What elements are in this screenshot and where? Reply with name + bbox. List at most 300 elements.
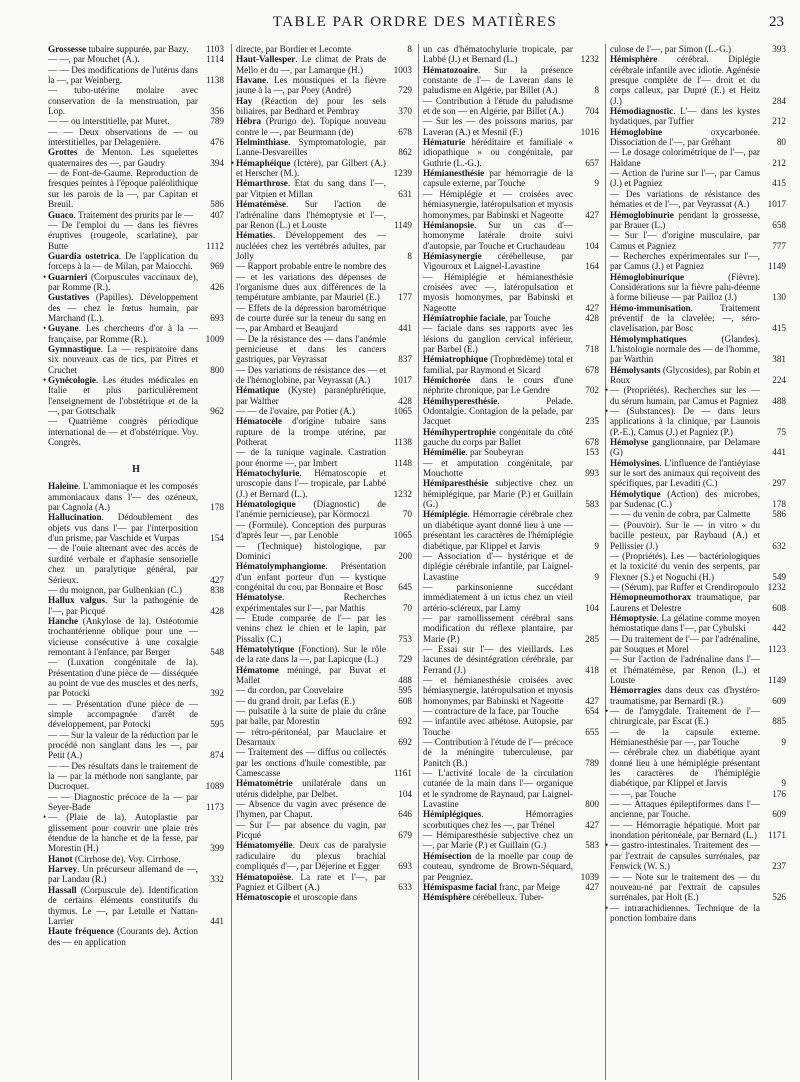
entry-page-number: 428 xyxy=(585,312,599,323)
index-entry xyxy=(236,892,412,902)
index-entry xyxy=(423,189,599,220)
index-entry xyxy=(610,654,786,685)
entry-text: méningé, par Buvat et Mallet xyxy=(236,664,386,685)
entry-text: , par Touche xyxy=(505,312,551,323)
index-entry xyxy=(423,851,599,882)
entry-text: . Les chercheurs d'or à la — française, par Romme (R.). xyxy=(48,323,198,344)
entry-heading: Hémaphéique xyxy=(236,157,291,168)
entry-text: — Hémiplégie et hémianesthésie croisées avec —, latéropulsation et myosis homonymes, par Babinski et Nageotte xyxy=(423,271,573,313)
entry-text: — — Diagnostic précoce de la — par Seyer-Bade xyxy=(48,791,198,813)
index-entry xyxy=(236,665,412,686)
entry-page-number: 427 xyxy=(585,881,599,892)
entry-page-number: 962 xyxy=(210,406,224,417)
entry-text: . Traitement des prurits par le — xyxy=(73,209,194,220)
entry-page-number: 1232 xyxy=(767,581,786,592)
index-entry xyxy=(610,334,786,365)
index-entry xyxy=(423,137,599,168)
entry-page-number: 631 xyxy=(398,188,412,199)
bullet-mark: • xyxy=(231,157,235,168)
index-entry xyxy=(423,716,599,737)
entry-text: — De la résistance des — dans l'anémie pernicieuse et dans les cancers gastriques, par Veyrassat xyxy=(236,333,386,365)
entry-heading: Hémodiagnostic xyxy=(610,106,674,117)
entry-page-number: 488 xyxy=(398,674,412,685)
entry-page-number: 1017 xyxy=(767,199,786,210)
entry-text: (Corpuscules vaccinaux de), par Romme (R.). xyxy=(48,271,198,292)
index-columns xyxy=(44,44,792,1080)
entry-text: — pulsatile à la suite de plaie du crâne par balle, par Morestin xyxy=(236,706,386,727)
index-entry xyxy=(236,468,412,499)
index-entry xyxy=(48,147,224,168)
entry-page-number: 1003 xyxy=(393,64,412,75)
entry-page-number: 381 xyxy=(772,354,786,365)
entry-text: tubaire suppurée, par Bazy. xyxy=(86,44,189,54)
entry-page-number: 285 xyxy=(585,633,599,644)
entry-page-number: 586 xyxy=(772,509,786,520)
entry-text: — Absence du vagin avec présence de l'hymen, par Chaput. xyxy=(236,799,386,820)
index-entry xyxy=(610,303,786,334)
entry-page-number: 1065 xyxy=(393,530,412,541)
index-entry xyxy=(610,789,786,799)
index-entry xyxy=(423,272,599,313)
entry-text: . Les études médicales en Italie et plus particulièrement l'enseignement de l'obstétrique et de la —, par Gottschalk xyxy=(48,375,198,417)
entry-page-number: 1114 xyxy=(206,54,224,65)
entry-text: — de l'amygdale. Traitement de l'— chirurgicale, par Escat (E.) xyxy=(610,706,760,727)
entry-page-number: 75 xyxy=(776,426,786,437)
entry-page-number: 284 xyxy=(772,95,786,106)
index-entry xyxy=(236,644,412,665)
index-entry xyxy=(605,706,786,727)
index-entry xyxy=(48,926,224,947)
entry-text: — du moignon, par Gulbenkian (C.) xyxy=(48,584,182,595)
entry-heading: Helminthiase xyxy=(236,137,289,148)
entry-text: — Contribution à l'étude de l'— précoce de la méningite tuberculeuse, par Panitch (B.) xyxy=(423,737,573,768)
entry-text: . Symptomatologie, par Lanne-Desvareilles xyxy=(236,137,386,158)
index-entry xyxy=(236,520,412,541)
index-entry xyxy=(610,44,786,54)
entry-page-number: 1161 xyxy=(393,768,412,779)
entry-page-number: 1009 xyxy=(205,333,224,344)
entry-heading: Hématémèse xyxy=(236,199,286,210)
entry-page-number: 427 xyxy=(585,209,599,220)
entry-text: . Pelade. Odontalgie. Contagion de la pelade, par Jacquet xyxy=(423,395,573,427)
index-entry xyxy=(48,210,224,220)
entry-page-number: 608 xyxy=(772,602,786,613)
index-entry xyxy=(48,481,224,512)
entry-page-number: 176 xyxy=(772,788,786,799)
entry-page-number: 1089 xyxy=(205,781,224,792)
index-entry xyxy=(236,447,412,468)
index-entry xyxy=(48,585,224,595)
entry-page-number: 332 xyxy=(210,874,224,885)
entry-heading: Haut-Vallesper xyxy=(236,54,296,65)
index-column-3 xyxy=(418,44,603,1080)
entry-page-number: 704 xyxy=(585,106,599,117)
entry-text: . Hématoscopie et uroscopie dans l'— tropicale, par Labbé (J.) et Bernard (L.). xyxy=(236,468,386,499)
entry-heading: Hémihypertrophie xyxy=(423,426,496,437)
index-entry xyxy=(423,396,599,427)
index-entry xyxy=(48,65,224,86)
index-entry xyxy=(48,344,224,375)
index-entry xyxy=(605,902,786,924)
entry-page-number: 969 xyxy=(210,261,224,272)
entry-page-number: 235 xyxy=(585,416,599,427)
index-entry xyxy=(231,157,412,179)
index-entry xyxy=(610,520,786,551)
entry-text: — Quatrième congrès périodique international de — et d'obstétrique. Voy. Congrès. xyxy=(48,416,198,448)
entry-text: (Glandes). L'histologie normale des — de l'homme, par Warthin xyxy=(610,333,760,365)
index-entry xyxy=(43,323,224,344)
index-entry xyxy=(236,727,412,748)
entry-text: — Contribution à l'étude du paludisme et de son — en Algérie, par Billet (A.) xyxy=(423,95,573,117)
entry-text: — par ramollissement cérébral sans modification du réflexe plantaire, par Marie (P.) xyxy=(423,612,573,644)
index-entry xyxy=(236,840,412,871)
entry-page-number: 1171 xyxy=(767,830,786,841)
entry-page-number: 729 xyxy=(398,654,412,665)
entry-page-number: 1112 xyxy=(206,240,224,251)
entry-heading: Hémiparesthésie xyxy=(423,478,489,489)
index-entry xyxy=(236,799,412,820)
entry-text: de Menton. Les squelettes quaternaires des —, par Gaudry xyxy=(48,147,198,168)
entry-text: (Fonction). Sur le rôle de la rate dans la —, par Lapicque (L.) xyxy=(236,643,386,665)
entry-page-number: 415 xyxy=(772,178,786,189)
entry-page-number: 418 xyxy=(585,664,599,675)
entry-heading: Hémiasynergie xyxy=(423,250,482,261)
entry-page-number: 178 xyxy=(210,502,224,513)
entry-text: (Prurigo de). Topique nouveau contre le —, par Beurmann (de) xyxy=(236,116,386,137)
entry-text: — — Des modifications de l'utérus dans la —, par Weinberg. xyxy=(48,64,198,86)
entry-page-number: 693 xyxy=(398,861,412,872)
entry-page-number: 595 xyxy=(398,685,412,696)
bullet-mark: • xyxy=(605,706,609,716)
entry-text: . Deux cas de paralysie radiculaire du plexus brachial compliqués d'—, par Déjerine et Egger xyxy=(236,840,386,872)
entry-page-number: 678 xyxy=(585,364,599,375)
entry-page-number: 428 xyxy=(210,605,224,616)
entry-text: — — Deux observations de — ou interstitielles, par Delagenière. xyxy=(48,126,198,148)
entry-text: . Sur l'action de l'adrénaline dans l'hémoptysie et l'—, par Renon (L.) et Louste xyxy=(236,199,386,230)
index-entry xyxy=(423,116,599,137)
entry-heading: Guarnieri xyxy=(48,271,88,282)
entry-heading: Hémiatrophie faciale xyxy=(423,312,506,323)
bullet-mark: • xyxy=(43,375,47,385)
entry-text: — Etude comparée de l'— par les venins chez le chien et le lapin, par Pissalix (C.) xyxy=(236,612,386,644)
entry-text: . La rate et l'—, par Pagniez et Gilbert (A.) xyxy=(236,871,386,892)
entry-page-number: 800 xyxy=(585,799,599,810)
entry-text: — et hémianesthésie croisées avec hémiasynergie, latéropulsation et myosis homonymes, par Babinski et Nageotte xyxy=(423,674,573,706)
entry-text: — du grand droit, par Lefas (E.) xyxy=(236,695,355,706)
entry-text: . Etat du sang dans l'—, par Vitpien et Millan xyxy=(236,178,386,199)
entry-page-number: 718 xyxy=(585,343,599,354)
entry-page-number: 9 xyxy=(594,178,599,189)
entry-text: . Sur la présence constante de l'— de Laveran dans le paludisme en Algérie, par Billet (A.) xyxy=(423,64,573,96)
index-entry xyxy=(423,892,599,902)
entry-text: — — du venin de cobra, par Calmette xyxy=(610,509,751,520)
section-letter: H xyxy=(132,464,140,476)
index-entry xyxy=(423,768,599,809)
entry-text: — de l'ouïe alternant avec des accès de surdité verbale et d'aphasie sensorielle chez un paralytique général, par Sérieux. xyxy=(48,543,198,585)
entry-page-number: 212 xyxy=(772,157,786,168)
index-entry xyxy=(610,230,786,251)
entry-page-number: 1138 xyxy=(393,437,412,448)
entry-text: — (Pouvoir). Sur le — in vitro « du bacille pesteux, par Raybaud (A.) et Pellissier (J.) xyxy=(610,519,760,551)
entry-page-number: 1016 xyxy=(580,126,599,137)
bullet-mark: • xyxy=(605,385,609,396)
entry-page-number: 297 xyxy=(772,478,786,489)
entry-text: (Cirrhose de). Voy. Cirrhose. xyxy=(72,853,181,864)
index-entry xyxy=(48,54,224,64)
entry-heading: Hématomyélie xyxy=(236,840,293,851)
entry-heading: Hématologique xyxy=(236,499,296,510)
entry-page-number: 1065 xyxy=(393,406,412,417)
index-entry xyxy=(610,799,786,820)
entry-text: unilatérale dans un utérus didelphe, par Delbet. xyxy=(236,778,386,799)
index-column-1 xyxy=(44,44,228,1080)
index-entry xyxy=(43,375,224,417)
index-entry xyxy=(423,251,599,272)
index-entry xyxy=(236,75,412,96)
page-title: TABLE PAR ORDRE DES MATIÈRES xyxy=(272,14,558,30)
entry-page-number: 441 xyxy=(772,447,786,458)
index-entry xyxy=(423,375,599,396)
entry-text: franc, par Meige xyxy=(496,881,561,892)
entry-page-number: 237 xyxy=(772,861,786,872)
entry-page-number: 1039 xyxy=(580,871,599,882)
entry-text: — Association d'— hystérique et de diplégie cérébrale infantile, par Laignel-Lavastine xyxy=(423,550,573,582)
index-entry xyxy=(610,582,786,592)
index-entry xyxy=(423,509,599,550)
entry-page-number: 154 xyxy=(210,533,224,544)
entry-page-number: 548 xyxy=(210,646,224,657)
index-entry xyxy=(48,127,224,148)
index-entry xyxy=(610,458,786,489)
entry-page-number: 476 xyxy=(210,137,224,148)
entry-page-number: 178 xyxy=(772,499,786,510)
entry-text: — infantile avec athétose. Autopsie, par Touche xyxy=(423,716,573,737)
entry-page-number: 549 xyxy=(772,571,786,582)
entry-text: un cas d'hématochylurie tropicale, par Labbé (J.) et Bernard (L.) xyxy=(423,44,573,65)
index-entry xyxy=(610,210,786,231)
index-entry xyxy=(423,65,599,96)
entry-text: — de la tunique vaginale. Castration pour énorme —, par Imbert xyxy=(236,447,386,468)
entry-page-number: 609 xyxy=(772,809,786,820)
index-entry xyxy=(48,864,224,885)
index-entry xyxy=(48,730,224,761)
entry-page-number: 874 xyxy=(210,750,224,761)
entry-page-number: 753 xyxy=(398,633,412,644)
entry-text: — Action de l'urine sur l'—, par Camus (J.) et Pagniez xyxy=(610,168,760,189)
page-header xyxy=(40,6,790,36)
entry-heading: Hanche xyxy=(48,615,79,626)
entry-heading: Hématolymphangiome xyxy=(236,561,326,572)
entry-text: — (Technique) histologique, par Dominici xyxy=(236,540,386,561)
index-entry xyxy=(236,44,412,54)
entry-heading: Hay xyxy=(236,95,253,106)
index-entry xyxy=(48,292,224,323)
index-entry xyxy=(236,561,412,592)
entry-text: — — de l'ovaire, par Potier (A.) xyxy=(236,406,356,417)
entry-page-number: 862 xyxy=(398,147,412,158)
index-entry xyxy=(610,727,786,748)
entry-page-number: 885 xyxy=(772,716,786,727)
entry-text: . Sur la pathogénie de l'—, par Picqué xyxy=(48,595,198,616)
entry-text: . Dédoublement des objets vus dans l'— par l'interposition d'un prisme, par Vaschide et Vurpas xyxy=(48,512,198,544)
entry-text: — de Font-de-Gaume. Reproduction de fresques peintes à l'époque paléolithique sur les parois de la —, par Capitan et Breuil. xyxy=(48,168,198,210)
index-entry xyxy=(605,406,786,437)
entry-heading: Hémolysants xyxy=(610,364,661,375)
entry-text: — (Sérum), par Ruffer et Crendiropoulo xyxy=(610,581,759,592)
entry-text: (Courants de). Action des — en application xyxy=(48,926,199,947)
entry-text: (Glycosides), par Robin et Roux xyxy=(610,364,760,385)
entry-text: . Traitement préventif de la clavelée; —, séro-clavelisation, par Bosc xyxy=(610,302,760,334)
entry-heading: Gynécologie xyxy=(48,375,96,385)
entry-page-number: 441 xyxy=(398,323,412,334)
entry-page-number: 993 xyxy=(585,468,599,479)
entry-heading: Hémolytique xyxy=(610,488,661,499)
index-entry xyxy=(423,613,599,644)
entry-text: — de la capsule externe. Hémianesthésie par —, par Touche xyxy=(610,726,760,748)
index-entry xyxy=(48,116,224,126)
index-entry xyxy=(48,699,224,730)
entry-text: cérébral. Diplégie cérébrale infantile avec idiotie. Agénésie presque complète de l'— droit et du corps calleux, par Dupré (E.) et Heitz (J.) xyxy=(610,54,760,106)
entry-text: — Recherches expérimentales sur l'—, par Camus (J.) et Pagniez xyxy=(610,250,760,272)
entry-page-number: 130 xyxy=(772,292,786,303)
entry-page-number: 394 xyxy=(210,157,224,168)
index-entry xyxy=(236,385,412,406)
entry-page-number: 645 xyxy=(398,581,412,592)
entry-heading: Hémolysines xyxy=(610,457,660,468)
entry-heading: Hémiatrophique xyxy=(423,354,488,365)
entry-text: et uroscopie dans xyxy=(291,892,358,903)
entry-text: congénitale du côté gauche du corps par Ballet xyxy=(423,426,573,448)
entry-page-number: 427 xyxy=(585,302,599,313)
index-entry xyxy=(48,543,224,584)
entry-text: — tubo-utérine molaire avec conservation de la menstruation, par Lop. xyxy=(48,85,198,117)
entry-page-number: 646 xyxy=(398,809,412,820)
entry-page-number: 426 xyxy=(210,281,224,292)
index-entry xyxy=(610,509,786,519)
entry-text: (Ictère), par Gilbert (A.) et Herscher (M.). xyxy=(236,157,386,179)
entry-text: — Le dosage colorimétrique de l'—, par Haldane xyxy=(610,147,760,168)
index-column-4 xyxy=(605,44,790,1080)
entry-page-number: 407 xyxy=(210,209,224,220)
entry-text: cérébelleuse, par Vigouroux et Laignel-Lavastine xyxy=(423,250,573,272)
entry-text: — (Plaie de la). Autoplastie par glissement pour couvrir une plaie très étendue de la hanche et de la fesse, par Morestin (H.) xyxy=(48,812,198,854)
entry-page-number: 164 xyxy=(585,261,599,272)
index-entry xyxy=(48,251,224,272)
entry-text: — —, par Touche xyxy=(610,788,677,799)
index-entry xyxy=(43,812,224,854)
entry-page-number: 442 xyxy=(772,623,786,634)
entry-text: — Hémiplégie et — croisées avec hémiasynergie, latéropulsation et myosis homonymes, par Babinski et Nageotte xyxy=(423,188,573,220)
entry-page-number: 177 xyxy=(398,292,412,303)
index-entry xyxy=(610,272,786,303)
entry-text: — — Présentation d'une pièce de — simple accompagnée d'arrêt de développement, par Potocki xyxy=(48,698,198,730)
entry-page-number: 8 xyxy=(407,250,412,261)
index-entry xyxy=(610,168,786,189)
entry-page-number: 837 xyxy=(398,354,412,365)
entry-heading: Hémisphère xyxy=(610,54,658,65)
entry-page-number: 655 xyxy=(585,726,599,737)
entry-page-number: 356 xyxy=(210,106,224,117)
entry-heading: Hématopoïèse xyxy=(236,871,292,882)
entry-page-number: 526 xyxy=(772,892,786,903)
entry-page-number: 224 xyxy=(772,375,786,385)
entry-heading: Hématochylurie xyxy=(236,468,300,479)
entry-heading: Hémisection xyxy=(423,850,472,861)
entry-page-number: 428 xyxy=(398,395,412,406)
entry-text: dans le cours d'une néphrite chronique, par Le Gendre xyxy=(423,375,573,396)
bullet-mark: • xyxy=(43,323,47,334)
entry-page-number: 8 xyxy=(594,85,599,96)
entry-page-number: 595 xyxy=(210,719,224,730)
entry-text: — Du traitement de l'— par l'adrénaline, par Souques et Morel xyxy=(610,633,761,654)
entry-page-number: 1232 xyxy=(580,54,599,65)
entry-heading: Hémispasme facial xyxy=(423,881,497,892)
entry-text: — — ou interstitielle, par Muret. xyxy=(48,116,170,127)
index-entry xyxy=(610,489,786,510)
index-entry xyxy=(423,551,599,582)
index-entry xyxy=(236,230,412,261)
index-entry xyxy=(236,365,412,386)
entry-text: (Diagnostic) de l'anémie pernicieuse), par Körmoczi xyxy=(236,499,386,520)
entry-text: — parkinsonienne succédant immédiatement à un ictus chez un vieil artério-scléreux, par Lamy xyxy=(423,581,573,613)
entry-heading: Hémisphère xyxy=(423,892,471,903)
bullet-mark: • xyxy=(43,271,47,282)
index-entry xyxy=(423,354,599,375)
index-entry xyxy=(423,675,599,706)
entry-text: — Des variations de résistance des hématies et de l'—, par Veyrassat (A.) xyxy=(610,188,760,210)
entry-text: — L'activité locale de la circulation cutanée de la main dans l'— organique et le syndrome de Raynaud, par Laignel-Lavastine xyxy=(423,768,573,810)
entry-heading: Hémianopsie xyxy=(423,219,475,230)
index-entry xyxy=(236,199,412,230)
entry-heading: Hémianesthésie xyxy=(423,168,485,179)
entry-text: . Développement des — nucléées chez les vertébrés adultes, par Jolly xyxy=(236,230,386,261)
bullet-mark: • xyxy=(605,840,609,851)
index-entry xyxy=(605,840,786,872)
entry-text: . Hémorragies scorbutiques chez les —, par Trénel xyxy=(423,809,573,830)
entry-text: . La — respiratoire dans six nouveaux cas de tics, par Pitres et Cruchet xyxy=(48,343,198,375)
index-entry xyxy=(48,220,224,251)
entry-text: ganglionnaire, par Delamare (G) xyxy=(610,437,760,458)
entry-text: directe, par Bordier et Lecomte xyxy=(236,44,352,54)
entry-page-number: 633 xyxy=(398,881,412,892)
entry-text: — Traitement des — diffus ou collectés par les onctions d'huile comestible, par Camescasse xyxy=(236,747,386,779)
entry-text: culose de l'—, par Simon (L.-G.) xyxy=(610,44,732,54)
entry-text: — (Formule). Conception des purpuras d'après leur —, par Lenoble xyxy=(236,519,386,541)
entry-heading: Hallux valgus xyxy=(48,595,106,606)
entry-page-number: 104 xyxy=(398,788,412,799)
entry-text: pendant la grossesse, par Brauer (L.) xyxy=(610,209,760,230)
entry-page-number: 441 xyxy=(210,915,224,926)
entry-heading: Guardia ostetrica xyxy=(48,250,119,261)
entry-text: — De l'emploi du — dans les fièvres éruptives (rougeole, scarlatine), par Butte xyxy=(48,219,198,251)
entry-page-number: 654 xyxy=(585,706,599,716)
index-entry xyxy=(48,44,224,54)
entry-text: . Sur un cas d'— homonyme latérale droite suivi d'autopsie, par Touche et Cruchaudeau xyxy=(423,219,573,251)
entry-text: traumatique, par Laurens et Delestre xyxy=(610,592,760,613)
index-entry xyxy=(236,685,412,695)
entry-page-number: 70 xyxy=(402,509,412,520)
entry-heading: Hébra xyxy=(236,116,262,127)
entry-text: subjective chez un hémiplégique, par Marie (P.) et Guillain (G.) xyxy=(423,478,573,510)
entry-page-number: 370 xyxy=(398,106,412,117)
entry-text: . L'ammoniaque et les composés ammoniacaux dans l'— des ozéneux, par Cagnola (A.) xyxy=(48,481,198,513)
index-entry xyxy=(48,512,224,543)
entry-heading: Hémichorée xyxy=(423,375,471,385)
entry-page-number: 9 xyxy=(594,571,599,582)
entry-page-number: 1138 xyxy=(205,75,224,86)
entry-text: — Sur l'— d'origine musculaire, par Camus et Pagniez xyxy=(610,230,760,251)
entry-text: — Essai sur l'— des vieillards. Les lacunes de désintégration cérébrale, par Ferrand (J.) xyxy=(423,643,573,675)
